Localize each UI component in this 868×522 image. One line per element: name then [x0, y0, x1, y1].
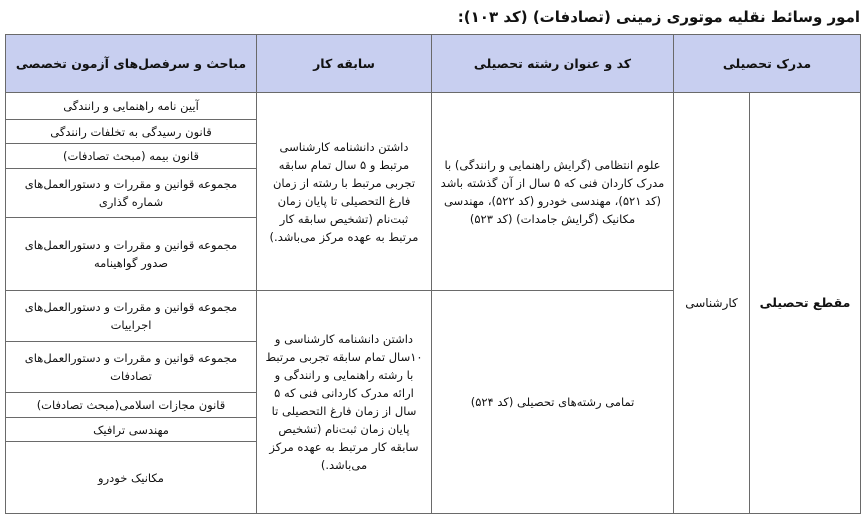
header-degree: مدرک تحصیلی [674, 35, 861, 93]
field-cell-1: علوم انتظامی (گرایش راهنمایی و رانندگی) با مدرک کاردان فنی که ۵ سال از آن گذشته باشد (کد ۵۲۱)، مهندسی خودرو (کد ۵۲۲)، مهندسی مکانیک (گرایش جامدات) (کد ۵۲۳) [432, 93, 674, 291]
education-level-cell: مقطع تحصیلی [750, 93, 861, 514]
subject-item: مجموعه قوانین و مقررات و دستورالعمل‌های شماره گذاری [6, 168, 257, 217]
field-cell-2: تمامی رشته‌های تحصیلی (کد ۵۲۴) [432, 291, 674, 514]
subject-item: مجموعه قوانین و مقررات و دستورالعمل‌های اجراییات [6, 291, 257, 342]
subject-item: مجموعه قوانین و مقررات و دستورالعمل‌های تصادفات [6, 342, 257, 393]
header-row [6, 35, 861, 93]
experience-cell-1: داشتن دانشنامه کارشناسی مرتبط و ۵ سال تمام سابقه تجربی مرتبط با رشته از زمان فارغ التحصیلی تا پایان زمان ثبت‌نام (تشخیص سابقه کار مرتبط به عهده مرکز می‌باشد.) [257, 93, 432, 291]
subject-item: مجموعه قوانین و مقررات و دستورالعمل‌های صدور گواهینامه [6, 217, 257, 291]
subject-item: آیین نامه راهنمایی و رانندگی [6, 93, 257, 120]
degree-cell: کارشناسی [674, 93, 750, 514]
requirements-table [5, 34, 861, 514]
subject-item: قانون مجازات اسلامی(مبحث تصادفات) [6, 393, 257, 418]
table-row [6, 93, 861, 120]
header-field: کد و عنوان رشته تحصیلی [432, 35, 674, 93]
subject-item: مکانیک خودرو [6, 442, 257, 514]
subject-item: مهندسی ترافیک [6, 417, 257, 442]
experience-cell-2: داشتن دانشنامه کارشناسی و ۱۰سال تمام سابقه تجربی مرتبط با رشته راهنمایی و رانندگی و ارائه مدرک کاردانی فنی که ۵ سال از زمان فارغ التحصیلی تا پایان زمان ثبت‌نام (تشخیص سابقه کار مرتبط به عهده مرکز می‌باشد.) [257, 291, 432, 514]
page-title: امور وسائط نقلیه موتوری زمینی (تصادفات) (کد ۱۰۳): [457, 8, 860, 26]
subject-item: قانون رسیدگی به تخلفات رانندگی [6, 119, 257, 144]
subject-item: قانون بیمه (مبحث تصادفات) [6, 144, 257, 169]
header-subjects: مباحث و سرفصل‌های آزمون تخصصی [6, 35, 257, 93]
header-experience: سابقه کار [257, 35, 432, 93]
